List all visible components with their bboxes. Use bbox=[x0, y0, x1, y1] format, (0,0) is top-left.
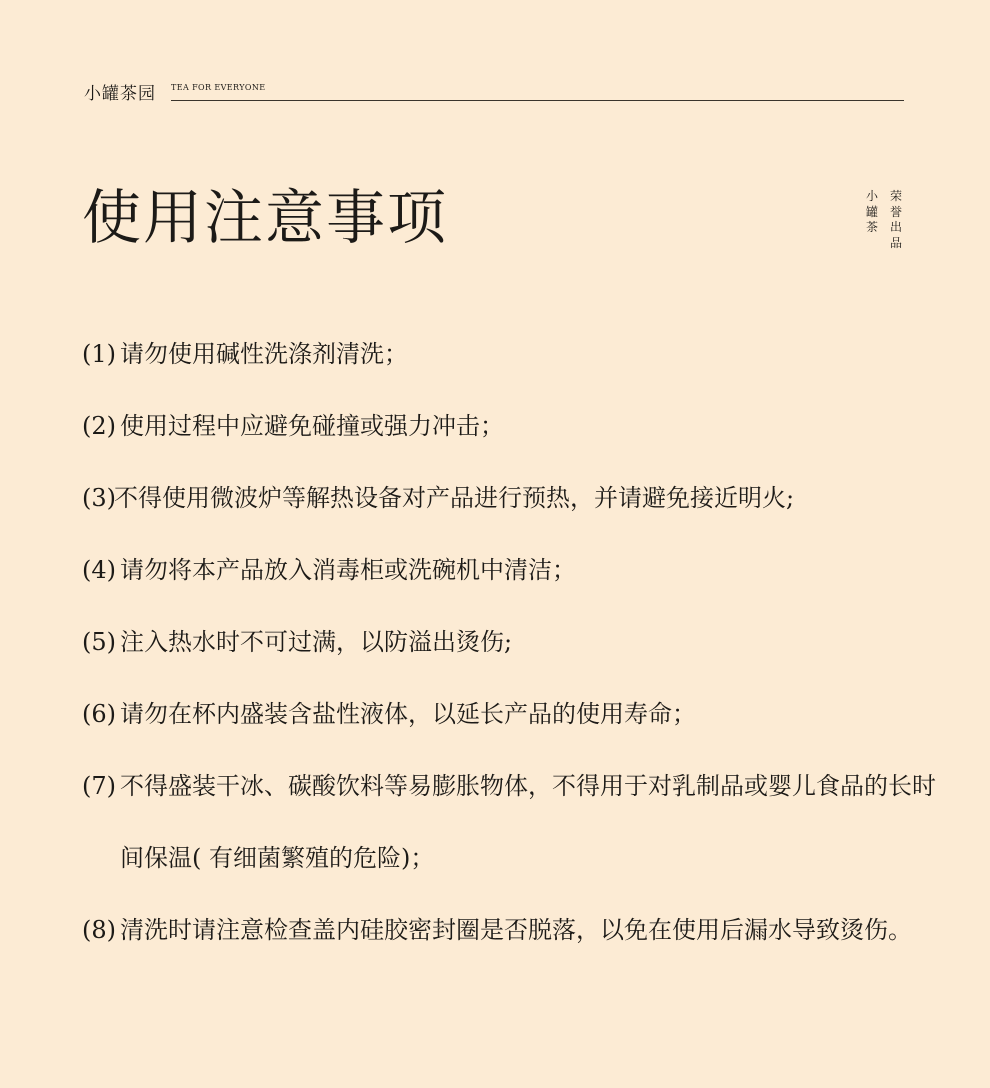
note-text: 不得使用微波炉等解热设备对产品进行预热，并请避免接近明火; bbox=[114, 484, 795, 512]
note-number: (4) bbox=[82, 556, 116, 584]
header-divider bbox=[171, 100, 904, 101]
note-text: 请勿使用碱性洗涤剂清洗； bbox=[120, 340, 408, 368]
note-item bbox=[82, 318, 942, 390]
brand-tagline: TEA FOR EVERYONE bbox=[171, 83, 266, 92]
note-text: 注入热水时不可过满，以防溢出烫伤; bbox=[120, 628, 513, 656]
page-title: 使用注意事项 bbox=[82, 183, 449, 252]
note-text: 使用过程中应避免碰撞或强力冲击； bbox=[120, 412, 504, 440]
note-item bbox=[82, 750, 942, 894]
note-number: (3) bbox=[82, 484, 116, 512]
note-number: (5) bbox=[82, 628, 116, 656]
brand-name: 小罐茶园 bbox=[84, 84, 156, 104]
note-number: (6) bbox=[82, 700, 116, 728]
usage-notes-list bbox=[82, 318, 942, 966]
brand-seal bbox=[864, 189, 906, 255]
note-number: (2) bbox=[82, 412, 116, 440]
note-item bbox=[82, 534, 942, 606]
note-text: 不得盛装干冰、碳酸饮料等易膨胀物体，不得用于对乳制品或婴儿食品的长时间保温( 有细菌繁殖的危险)； bbox=[120, 772, 936, 872]
seal-brand-text: 小罐茶 bbox=[865, 189, 878, 234]
note-number: (7) bbox=[82, 772, 116, 800]
note-item bbox=[82, 462, 942, 534]
note-text: 请勿将本产品放入消毒柜或洗碗机中清洁； bbox=[120, 556, 576, 584]
note-item bbox=[82, 678, 942, 750]
page-header bbox=[84, 80, 904, 104]
note-number: (1) bbox=[82, 340, 116, 368]
note-item bbox=[82, 390, 942, 462]
note-text: 清洗时请注意检查盖内硅胶密封圈是否脱落，以免在使用后漏水导致烫伤。 bbox=[120, 916, 912, 944]
note-item bbox=[82, 606, 942, 678]
seal-honor-text: 荣誉出品 bbox=[889, 189, 902, 250]
note-number: (8) bbox=[82, 916, 116, 944]
note-item bbox=[82, 894, 942, 966]
note-text: 请勿在杯内盛装含盐性液体，以延长产品的使用寿命； bbox=[120, 700, 696, 728]
